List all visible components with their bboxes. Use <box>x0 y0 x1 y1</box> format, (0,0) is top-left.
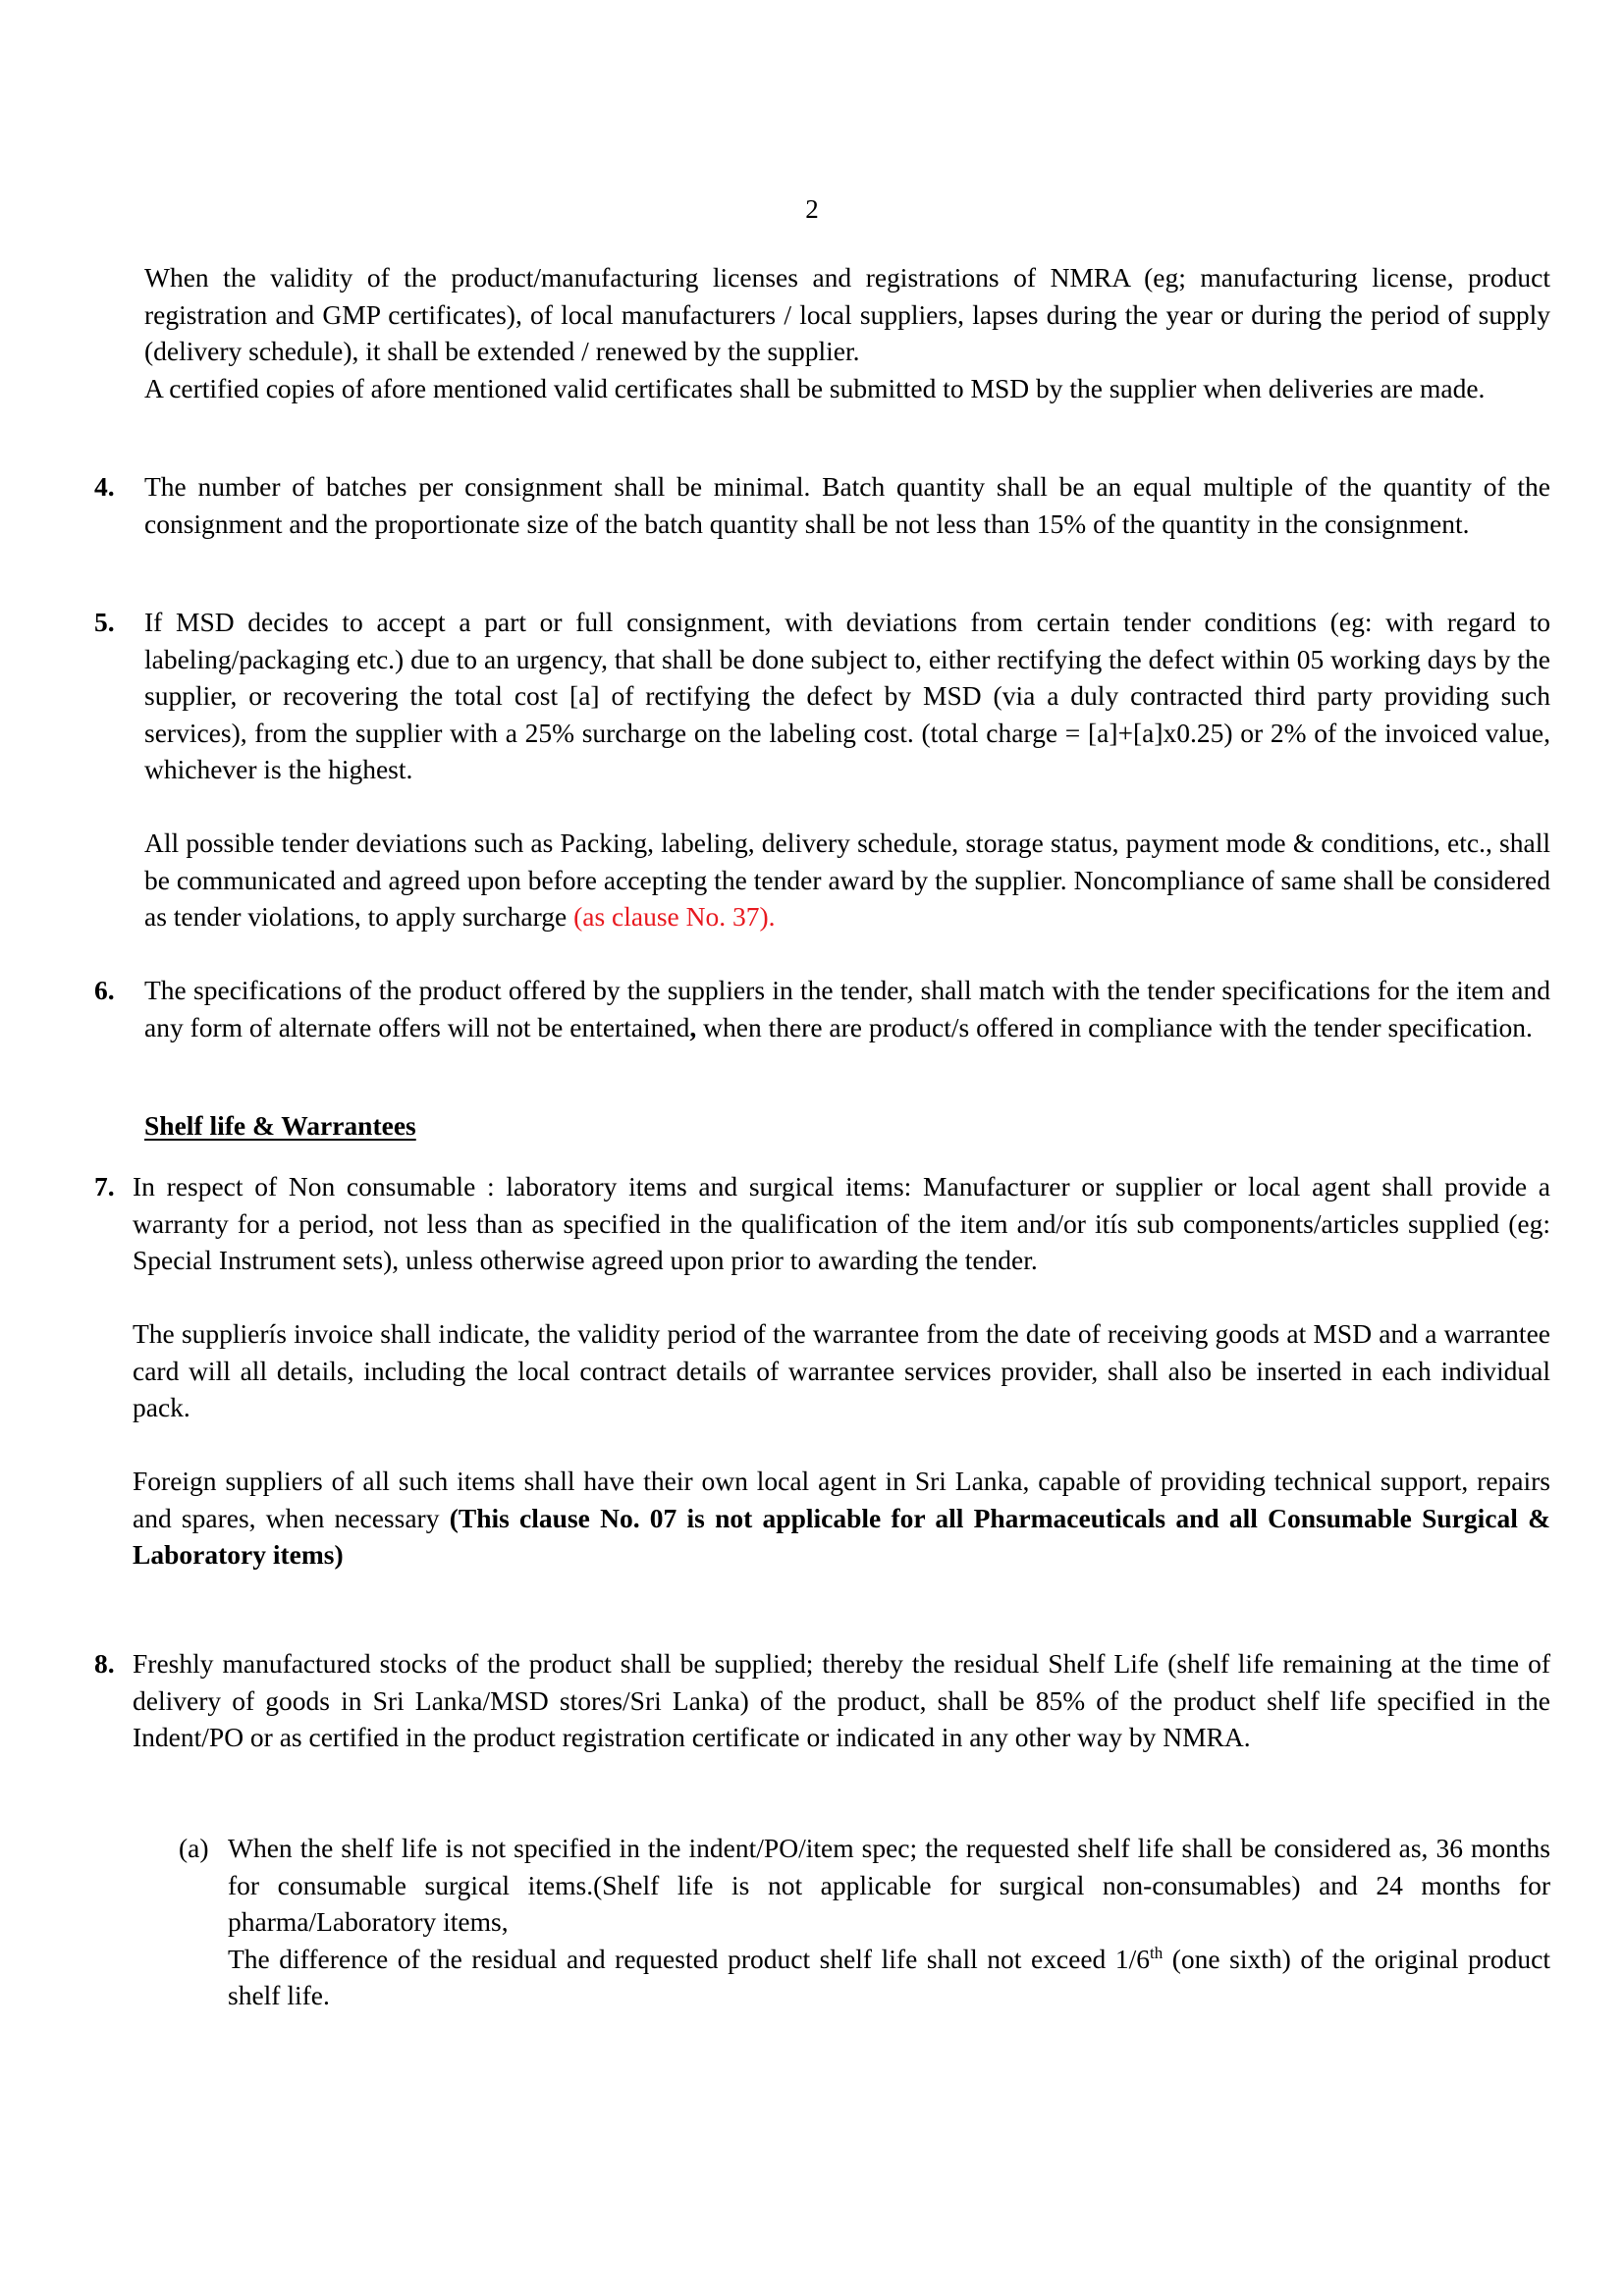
section-heading: Shelf life & Warrantees <box>144 1110 416 1141</box>
clause-6-number: 6. <box>94 975 115 1005</box>
clause-6 <box>144 972 1550 1045</box>
clause-4 <box>144 468 1550 542</box>
clause-8a-label: (a) <box>179 1833 209 1863</box>
clause-6-text <box>144 972 1550 1045</box>
page-number: 2 <box>805 194 819 224</box>
clause-5 <box>144 604 1550 935</box>
clause-6-text-a: The specifications of the product offered by the suppliers in the tender, shall match with the tender specifications for the item and any form of alternate offers will not be entertained <box>144 975 1550 1042</box>
intro-paragraph <box>144 259 1550 406</box>
clause-8 <box>133 1645 1550 1756</box>
clause-5-text-2 <box>144 825 1550 935</box>
clause-8a-text: When the shelf life is not specified in the indent/PO/item spec; the requested shelf life shall be considered as, 36 months for consumable surgical items.(Shelf life is not applicable for surgical non-consumables) and 24 months for pharma/Laboratory items, <box>228 1833 1550 1937</box>
clause-8a-superscript: th <box>1149 1943 1164 1962</box>
intro-text-1: When the validity of the product/manufacturing licenses and registrations of NMRA (eg; manufacturing license, product registration and GMP certificates), of local manufacturers / local suppliers, lapses during the year or during the period of supply (delivery schedule), it shall be extended / renewed by the supplier. <box>144 262 1550 366</box>
clause-7-text-2: The supplierís invoice shall indicate, the validity period of the warrantee from the date of receiving goods at MSD and a warrantee card will all details, including the local contract details of warrantee services provider, shall also be inserted in each individual pack. <box>133 1318 1550 1422</box>
clause-6-text-b: when there are product/s offered in compliance with the tender specification. <box>696 1011 1533 1042</box>
clause-5-text: If MSD decides to accept a part or full consignment, with deviations from certain tender conditions (eg: with regard to labeling/packaging etc.) due to an urgency, that shall be done subject to, either rectifying the defect within 05 working days by the supplier, or recovering the total cost [a] of rectifying the defect by MSD (via a duly contracted third party providing such services), from the supplier with a 25% surcharge on the labeling cost. (total charge = [a]+[a]x0.25) or 2% of the invoiced value, whichever is the highest. <box>144 607 1550 784</box>
clause-5-deviations-text: All possible tender deviations such as Packing, labeling, delivery schedule, storage status, payment mode & conditions, etc., shall be communicated and agreed upon before accepting the tender award by the supplier. Noncompliance of same shall be considered as tender violations, to apply surcharge <box>144 828 1550 932</box>
clause-7-text: In respect of Non consumable : laboratory items and surgical items: Manufacturer or supplier or local agent shall provide a warranty for a period, not less than as specified in the qualification of the item and/or itís sub components/articles supplied (eg: Special Instrument sets), unless otherwise agreed upon prior to awarding the tender. <box>133 1171 1550 1275</box>
clause-4-text: The number of batches per consignment shall be minimal. Batch quantity shall be an equal multiple of the quantity of the consignment and the proportionate size of the batch quantity shall be not less than 15% of the quantity in the consignment. <box>144 471 1550 539</box>
clause-8a-text-2 <box>228 1941 1550 2014</box>
clause-7-text-3 <box>133 1463 1550 1574</box>
clause-7-number: 7. <box>94 1171 115 1201</box>
clause-7-exception: (This clause No. 07 is not applicable for all Pharmaceuticals and all Consumable Surgical & Laboratory items) <box>133 1502 1550 1570</box>
clause-8a <box>228 1830 1550 2014</box>
clause-5-reference: (as clause No. 37). <box>573 901 776 932</box>
intro-text-2: A certified copies of afore mentioned valid certificates shall be submitted to MSD by the supplier when deliveries are made. <box>144 372 1486 403</box>
clause-8-number: 8. <box>94 1648 115 1679</box>
clause-4-number: 4. <box>94 471 115 502</box>
clause-7-agent-text: Foreign suppliers of all such items shall have their own local agent in Sri Lanka, capable of providing technical support, repairs and spares, when necessary <box>133 1466 1550 1533</box>
clause-6-comma: , <box>689 1011 697 1042</box>
clause-8a-text-2b: (one sixth) of the original product shelf life. <box>228 1943 1550 2010</box>
clause-7 <box>133 1168 1550 1574</box>
clause-8-text: Freshly manufactured stocks of the product shall be supplied; thereby the residual Shelf Life (shelf life remaining at the time of delivery of goods in Sri Lanka/MSD stores/Sri Lanka) of the product, shall be 85% of the product shelf life specified in the Indent/PO or as certified in the product registration certificate or indicated in any other way by NMRA. <box>133 1648 1550 1752</box>
clause-8a-text-2a: The difference of the residual and requested product shelf life shall not exceed 1/6 <box>228 1943 1150 1974</box>
clause-5-number: 5. <box>94 607 115 637</box>
